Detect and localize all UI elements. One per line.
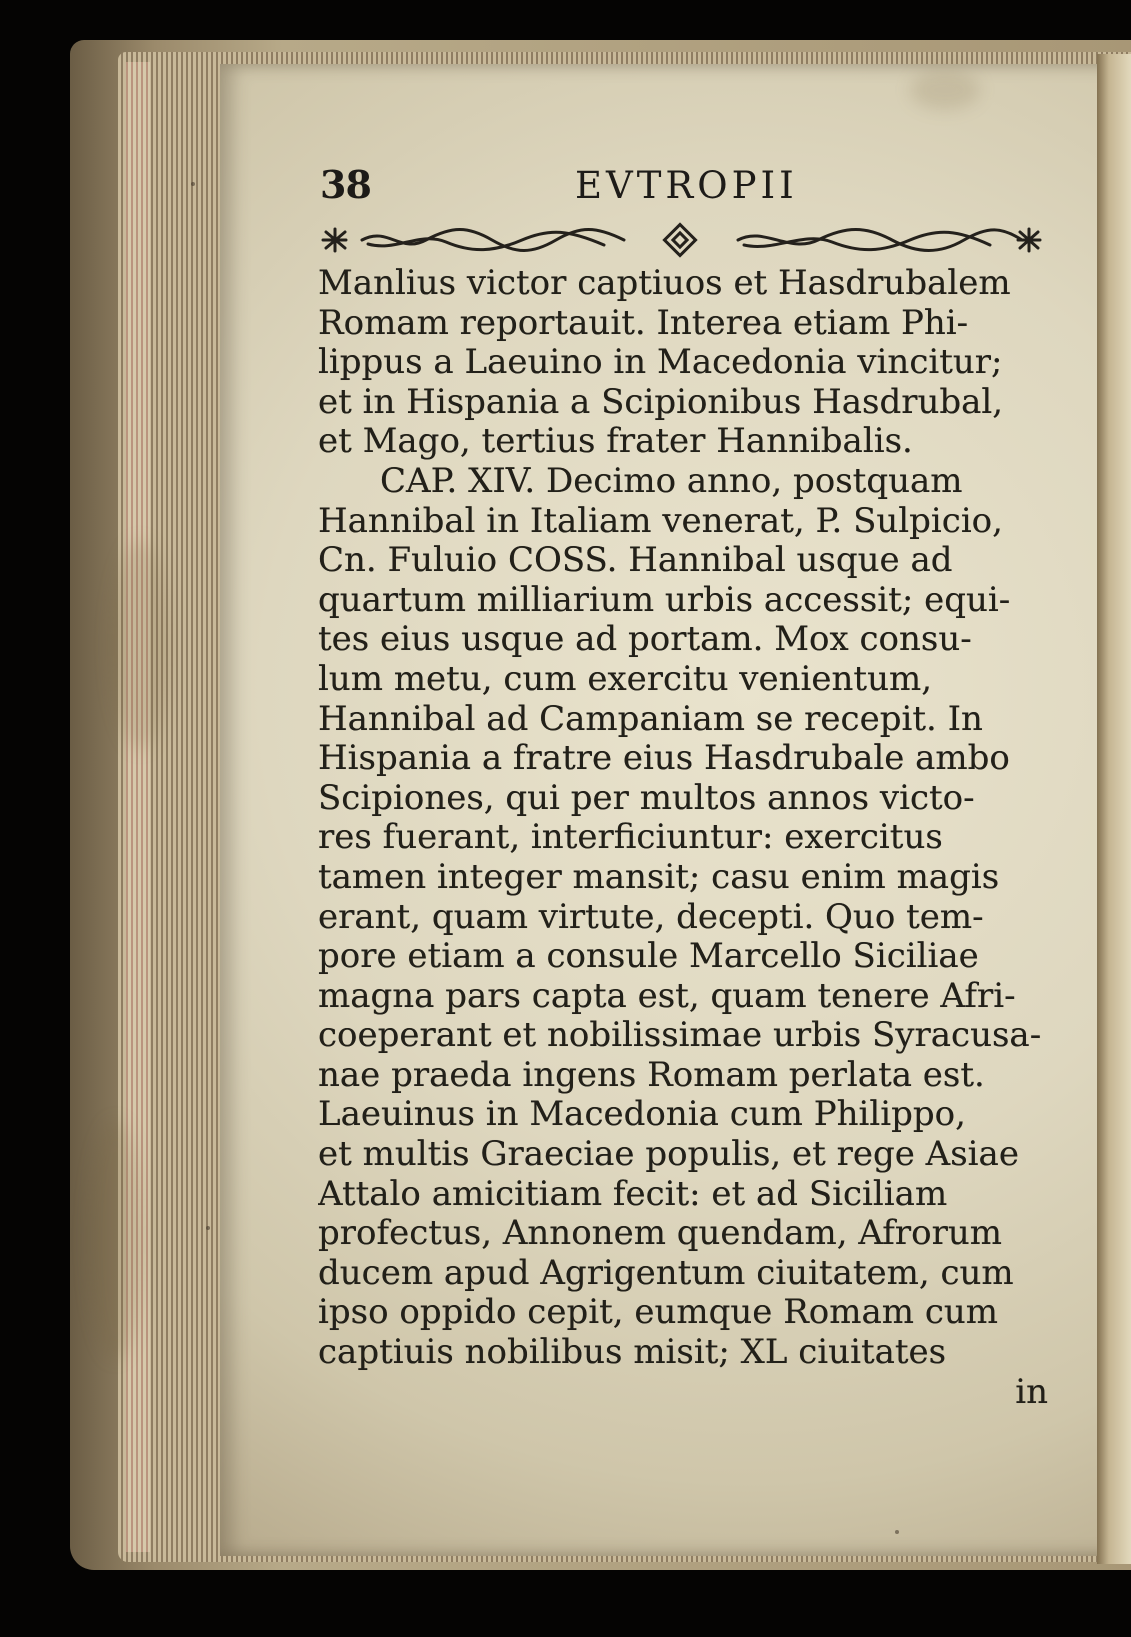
page-number: 38 bbox=[320, 162, 371, 207]
page-stain bbox=[88, 1120, 143, 1360]
text-line: et multis Graeciae populis, et rege Asiae bbox=[318, 1135, 1019, 1175]
latin-text-block bbox=[318, 264, 1048, 1412]
running-title: EVTROPII bbox=[575, 164, 798, 207]
text-line: Cn. Fuluio COSS. Hannibal usque ad bbox=[318, 541, 953, 581]
text-line: Hannibal ad Campaniam se recepit. In bbox=[318, 699, 983, 739]
paper-speck bbox=[191, 182, 195, 186]
text-line: ipso oppido cepit, eumque Romam cum bbox=[318, 1293, 999, 1333]
text-line: Manlius victor captiuos et Hasdrubalem bbox=[318, 264, 1011, 303]
paper-speck bbox=[206, 1226, 210, 1230]
text-line: Attalo amicitiam fecit: et ad Siciliam bbox=[318, 1174, 948, 1214]
text-line: coeperant et nobilissimae urbis Syracusa- bbox=[318, 1016, 1042, 1056]
catchword: in bbox=[1015, 1372, 1048, 1412]
text-line: Laeuinus in Macedonia cum Philippo, bbox=[318, 1095, 966, 1135]
paper-speck bbox=[895, 1530, 899, 1534]
text-line: tes eius usque ad portam. Mox consu- bbox=[318, 620, 972, 660]
text-line: pore etiam a consule Marcello Siciliae bbox=[318, 937, 979, 977]
chapter-start-line: CAP. XIV. Decimo anno, postquam bbox=[380, 461, 963, 501]
text-line: quartum milliarium urbis accessit; equi- bbox=[318, 580, 1011, 620]
text-line: profectus, Annonem quendam, Afrorum bbox=[318, 1214, 1002, 1254]
text-line: et in Hispania a Scipionibus Hasdrubal, bbox=[318, 382, 1004, 422]
text-line: nae praeda ingens Romam perlata est. bbox=[318, 1055, 985, 1095]
text-line: Hispania a fratre eius Hasdrubale ambo bbox=[318, 739, 1010, 779]
text-line: lum metu, cum exercitu venientum, bbox=[318, 659, 933, 699]
text-line: Hannibal in Italiam venerat, P. Sulpicio, bbox=[318, 501, 1003, 541]
text-line: erant, quam virtute, decepti. Quo tem- bbox=[318, 897, 984, 937]
text-line: et Mago, tertius frater Hannibalis. bbox=[318, 422, 913, 462]
text-line: captiuis nobilibus misit; XL ciuitates bbox=[318, 1333, 947, 1373]
adjacent-page-edge bbox=[1097, 54, 1131, 1564]
text-line: Romam reportauit. Interea etiam Phi- bbox=[318, 303, 969, 343]
text-line: ducem apud Agrigentum ciuitatem, cum bbox=[318, 1253, 1014, 1293]
text-line: magna pars capta est, quam tenere Afri- bbox=[318, 976, 1016, 1016]
text-line: Scipiones, qui per multos annos victo- bbox=[318, 778, 975, 818]
page-header bbox=[320, 162, 1040, 210]
text-line: tamen integer mansit; casu enim magis bbox=[318, 857, 1000, 897]
decorative-band-icon bbox=[318, 222, 1044, 258]
page-stain bbox=[110, 540, 170, 750]
text-line: res fuerant, interficiuntur: exercitus bbox=[318, 818, 943, 858]
page-stain bbox=[910, 70, 980, 110]
text-line: lippus a Laeuino in Macedonia vincitur; bbox=[318, 343, 1003, 383]
